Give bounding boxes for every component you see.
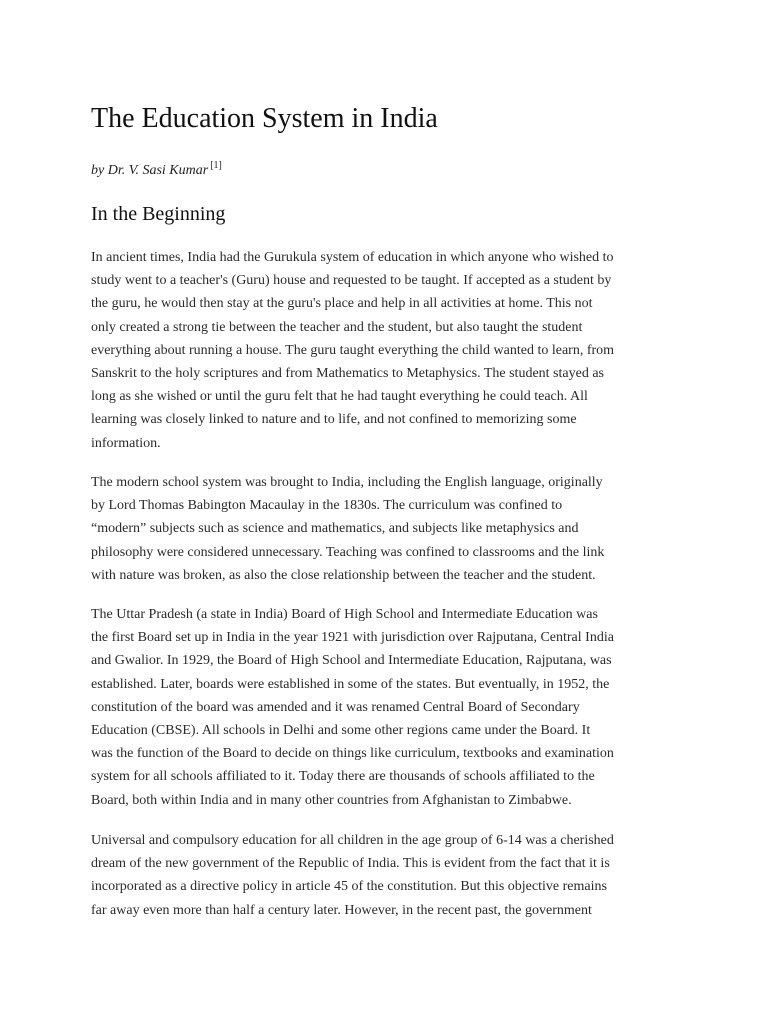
text-line: established. Later, boards were established in some of the states. But eventually, in 1952, the: [91, 676, 610, 692]
text-line: constitution of the board was amended and it was renamed Central Board of Secondary: [91, 699, 580, 715]
text-line: The Uttar Pradesh (a state in India) Board of High School and Intermediate Education was: [91, 607, 598, 622]
text-line: far away even more than half a century later. However, in the recent past, the government: [91, 902, 592, 918]
page-title: The Education System in India: [91, 103, 438, 134]
paragraph-2: [91, 471, 691, 587]
text-line: Education (CBSE). All schools in Delhi and some other regions came under the Board. It: [91, 723, 591, 739]
text-line: system for all schools affiliated to it. Today there are thousands of schools affiliated to the: [91, 769, 595, 785]
text-line: “modern” subjects such as science and mathematics, and subjects like metaphysics and: [91, 521, 579, 537]
text-line: dream of the new government of the Republic of India. This is evident from the fact that it is: [91, 856, 610, 872]
paragraph-1: [91, 246, 691, 455]
text-line: Universal and compulsory education for all children in the age group of 6-14 was a cherished: [91, 833, 614, 848]
paragraph-4: [91, 829, 691, 922]
author-name: by Dr. V. Sasi Kumar: [91, 163, 209, 178]
paragraph-3: [91, 603, 691, 812]
text-line: In ancient times, India had the Gurukula system of education in which anyone who wished to: [91, 250, 614, 265]
text-line: long as she wished or until the guru felt that he had taught everything he could teach. All: [91, 389, 588, 405]
text-line: and Gwalior. In 1929, the Board of High School and Intermediate Education, Rajputana, was: [91, 653, 612, 669]
text-line: was the function of the Board to decide on things like curriculum, textbooks and examination: [91, 746, 614, 762]
section-heading: In the Beginning: [91, 203, 226, 225]
text-line: everything about running a house. The guru taught everything the child wanted to learn, from: [91, 342, 615, 358]
text-line: Sanskrit to the holy scriptures and from Mathematics to Metaphysics. The student stayed as: [91, 366, 604, 382]
text-line: The modern school system was brought to India, including the English language, originally: [91, 475, 603, 490]
footnote-link[interactable]: [1]: [210, 160, 222, 171]
text-line: study went to a teacher's (Guru) house and requested to be taught. If accepted as a student by: [91, 273, 612, 289]
text-line: the guru, he would then stay at the guru's place and help in all activities at home. This not: [91, 296, 593, 312]
text-line: the first Board set up in India in the year 1921 with jurisdiction over Rajputana, Central India: [91, 630, 614, 646]
text-line: with nature was broken, as also the close relationship between the teacher and the student.: [91, 567, 596, 583]
text-line: learning was closely linked to nature and to life, and not confined to memorizing some: [91, 412, 577, 428]
author-byline: [91, 160, 222, 179]
text-line: philosophy were considered unnecessary. Teaching was confined to classrooms and the link: [91, 544, 605, 560]
text-line: information.: [91, 435, 161, 451]
text-line: only created a strong tie between the teacher and the student, but also taught the student: [91, 319, 583, 335]
text-line: Board, both within India and in many other countries from Afghanistan to Zimbabwe.: [91, 792, 572, 808]
text-line: incorporated as a directive policy in article 45 of the constitution. But this objective remains: [91, 879, 607, 895]
text-line: by Lord Thomas Babington Macaulay in the 1830s. The curriculum was confined to: [91, 498, 563, 514]
